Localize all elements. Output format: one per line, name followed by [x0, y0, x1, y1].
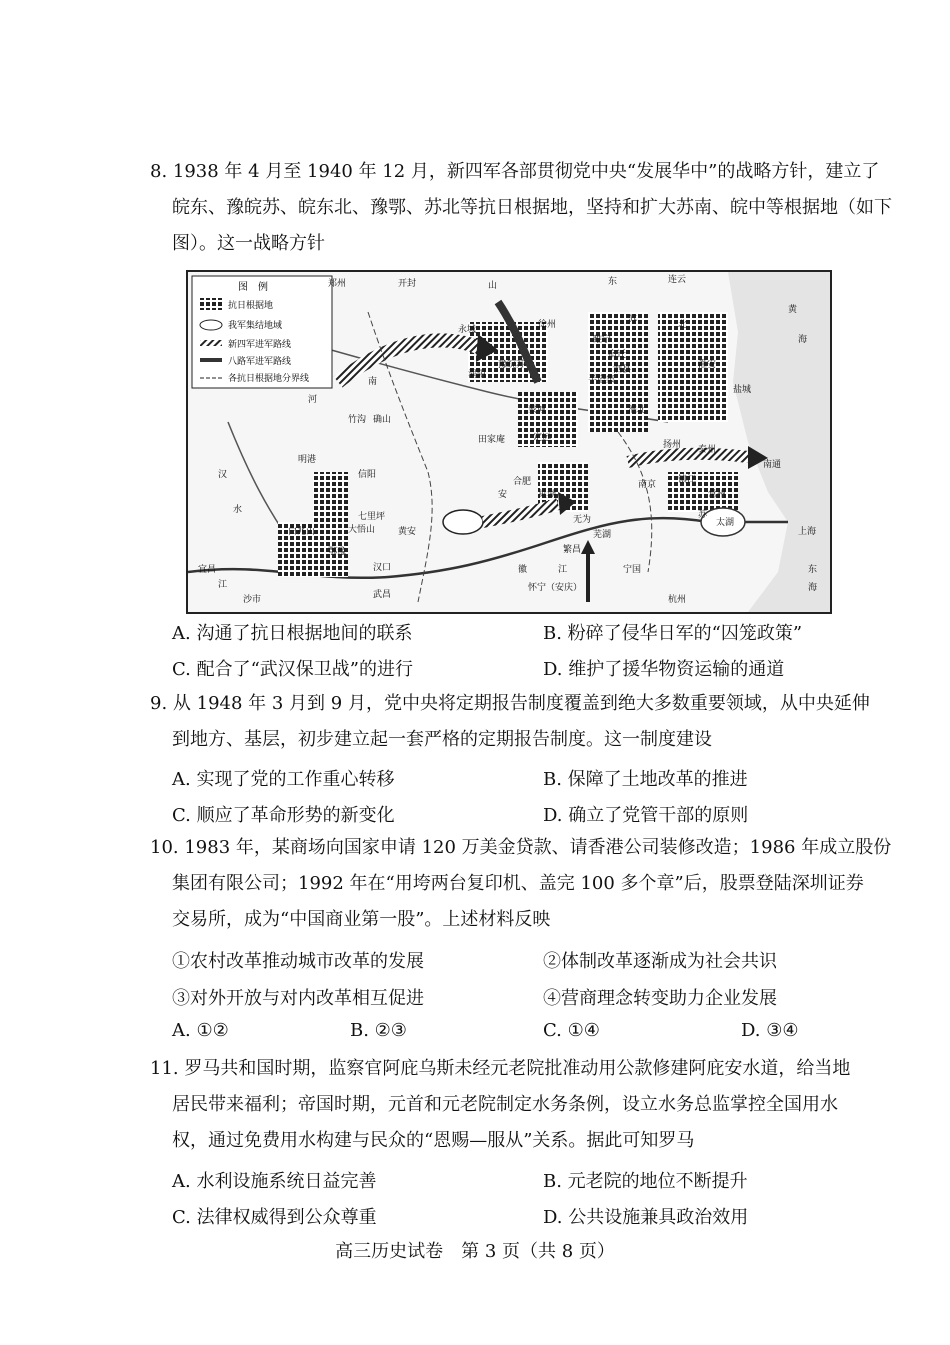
map-label: 无为 [573, 515, 592, 525]
question-11-line-3: 权，通过免费用水构建与民众的“恩赐—服从”关系。据此可知罗马 [172, 1130, 695, 1151]
map-label: 海 [798, 335, 808, 345]
q8-option-d: D. 维护了援华物资运输的通道 [543, 659, 785, 680]
question-9 [150, 686, 870, 758]
map-label: 鄂豫 [328, 547, 347, 557]
map-label: 安 [498, 490, 508, 500]
map-label: 徽 [518, 565, 528, 575]
question-8-line-3: 图）。这一战略方针 [172, 233, 325, 254]
q11-option-a: A. 水利设施系统日益完善 [172, 1171, 377, 1192]
assembly-area [443, 510, 483, 534]
map-label: 巢湖 [538, 490, 557, 500]
map-label: 山 [488, 281, 498, 291]
question-10 [150, 830, 892, 938]
legend-title: 图 例 [238, 282, 268, 293]
map-label: 定远 [533, 433, 552, 443]
q10-item-1: ①农村改革推动城市改革的发展 [172, 951, 424, 972]
map-label: 海 [808, 583, 818, 593]
map-label: 怀宁（安庆） [528, 583, 583, 593]
question-9-line-2: 到地方、基层，初步建立起一套严格的定期报告制度。这一制度建设 [172, 729, 712, 750]
base-area-dawushan [313, 472, 348, 522]
q10-option-c: C. ①④ [543, 1020, 600, 1041]
map-label: 盐城 [733, 385, 752, 395]
map-label: 太湖 [716, 518, 735, 528]
question-10-line-1: 10. 1983 年，某商场向国家申请 120 万美金贷款、请香港公司装修改造；1986 年成立股份 [150, 837, 892, 858]
map-label: 河 [308, 395, 318, 405]
q11-option-c: C. 法律权威得到公众尊重 [172, 1207, 377, 1228]
question-11-line-2: 居民带来福利；帝国时期，元首和元老院制定水务条例，设立水务总监掌控全国用水 [172, 1094, 838, 1115]
map-svg [188, 272, 830, 612]
map-label: 豫皖苏 [498, 360, 526, 370]
map-label: 汉口 [373, 563, 392, 573]
page-footer: 高三历史试卷 第 3 页（共 8 页） [335, 1241, 615, 1262]
q9-option-c: C. 顺应了革命形势的新变化 [172, 805, 395, 826]
map-label: 白兆山 [288, 527, 316, 537]
map-label: 南京 [638, 480, 657, 490]
map-label: 大悟山 [348, 525, 376, 535]
q10-option-b: B. ②③ [350, 1020, 407, 1041]
legend-swatch-assembly [200, 320, 222, 330]
map-label: 开封 [398, 279, 417, 289]
map-label: 连云 [668, 275, 687, 285]
map-label: 明港 [298, 455, 317, 465]
q9-option-a: A. 实现了党的工作重心转移 [172, 769, 395, 790]
sea-area [728, 272, 830, 612]
map-label: 江 [558, 565, 568, 575]
question-8-line-1: 8. 1938 年 4 月至 1940 年 12 月，新四军各部贯彻党中央“发展华中”的战略方针，建立了 [150, 161, 880, 182]
map-label: 沙市 [243, 595, 262, 605]
map-label: 半塔集 [588, 375, 616, 385]
base-area-subei [658, 312, 728, 422]
map-label: 黄安 [398, 527, 417, 537]
map-label: 合肥 [513, 477, 532, 487]
map-label: 北 [678, 320, 688, 330]
map-label: 宿迁 [608, 350, 627, 360]
map-label: 泗县 [613, 365, 632, 375]
map-label: 水 [233, 505, 243, 515]
map-label: 芜湖 [593, 530, 612, 540]
map-label: 淮北 [628, 405, 647, 415]
map-label: 郑州 [328, 279, 347, 289]
q9-option-b: B. 保障了土地改革的推进 [543, 769, 748, 790]
question-11 [150, 1051, 870, 1159]
map-label: 确山 [373, 415, 392, 425]
legend-item-3: 新四军进军路线 [228, 340, 292, 350]
q10-option-d: D. ③④ [741, 1020, 799, 1041]
map-label: 南 [368, 377, 378, 387]
map-label: 南通 [763, 460, 782, 470]
map-label: 宜昌 [198, 565, 217, 575]
legend-swatch-n4a [200, 340, 222, 346]
legend-item-1: 抗日根据地 [228, 301, 274, 311]
q10-item-3: ③对外开放与对内改革相互促进 [172, 988, 424, 1009]
map-label: 黄 [788, 305, 798, 315]
route-arrow-5-head [581, 540, 595, 554]
map-label: 东 [608, 277, 618, 287]
map-label: 信阳 [358, 470, 377, 480]
map-label: 扬州 [663, 440, 682, 450]
route-arrow-2 [483, 504, 558, 522]
q11-option-d: D. 公共设施兼具政治效用 [543, 1207, 749, 1228]
q11-option-b: B. 元老院的地位不断提升 [543, 1171, 748, 1192]
question-10-line-2: 集团有限公司；1992 年在“用垮两台复印机、盖完 100 多个章”后，股票登陆深圳证券 [172, 873, 864, 894]
map-label: 蒙城 [528, 405, 547, 415]
question-10-line-3: 交易所，成为“中国商业第一股”。上述材料反映 [172, 909, 551, 930]
q8-option-c: C. 配合了“武汉保卫战”的进行 [172, 659, 413, 680]
legend-item-2: 我军集结地域 [228, 321, 283, 331]
map-label: 宁国 [623, 565, 642, 575]
route-arrow-3 [628, 454, 748, 462]
question-11-line-1: 11. 罗马共和国时期，监察官阿庇乌斯未经元老院批准动用公款修建阿庇安水道，给当地 [150, 1058, 851, 1079]
map-label: 东 [808, 565, 818, 575]
map-label: 涡阳 [468, 370, 487, 380]
map-label: 徐州 [538, 320, 557, 330]
route-arrow-1 [338, 340, 478, 382]
map-label: 田家庵 [478, 435, 506, 445]
map-label: 武昌 [373, 590, 392, 600]
map-label: 上海 [798, 527, 817, 537]
map-label: 常州 [708, 490, 727, 500]
legend-item-4: 八路军进军路线 [228, 357, 292, 367]
q10-option-a: A. ①② [172, 1020, 229, 1041]
question-8-line-2: 皖东、豫皖苏、皖东北、豫鄂、苏北等抗日根据地，坚持和扩大苏南、皖中等根据地（如下 [172, 197, 892, 218]
map-label: 苏 [628, 315, 638, 325]
q10-item-4: ④营商理念转变助力企业发展 [543, 988, 777, 1009]
q10-item-2: ②体制改革逐渐成为社会共识 [543, 951, 777, 972]
map-label: 永城 [458, 325, 477, 335]
historical-map [186, 270, 832, 614]
map-label: 苏 [698, 510, 708, 520]
q8-option-a: A. 沟通了抗日根据地间的联系 [172, 623, 413, 644]
q9-option-d: D. 确立了党管干部的原则 [543, 805, 749, 826]
map-label: 江 [218, 580, 228, 590]
map-label: 镇江 [678, 475, 697, 485]
map-label: 七里坪 [358, 512, 386, 522]
map-label: 竹沟 [348, 415, 367, 425]
map-label: 杭州 [668, 595, 687, 605]
legend-swatch-8ra [200, 358, 222, 362]
question-9-line-1: 9. 从 1948 年 3 月到 9 月，党中央将定期报告制度覆盖到绝大多数重要领域，从中央延伸 [150, 693, 870, 714]
q8-option-b: B. 粉碎了侵华日军的“囚笼政策” [543, 623, 803, 644]
map-label: 睢宁 [593, 335, 612, 345]
map-label: 泰州 [698, 445, 717, 455]
legend-swatch-base [200, 298, 222, 310]
question-8 [150, 154, 892, 262]
map-label: 淮安 [698, 360, 717, 370]
legend-item-5: 各抗日根据地分界线 [228, 374, 310, 384]
map-label: 繁昌 [563, 545, 582, 555]
map-label: 汉 [218, 470, 228, 480]
